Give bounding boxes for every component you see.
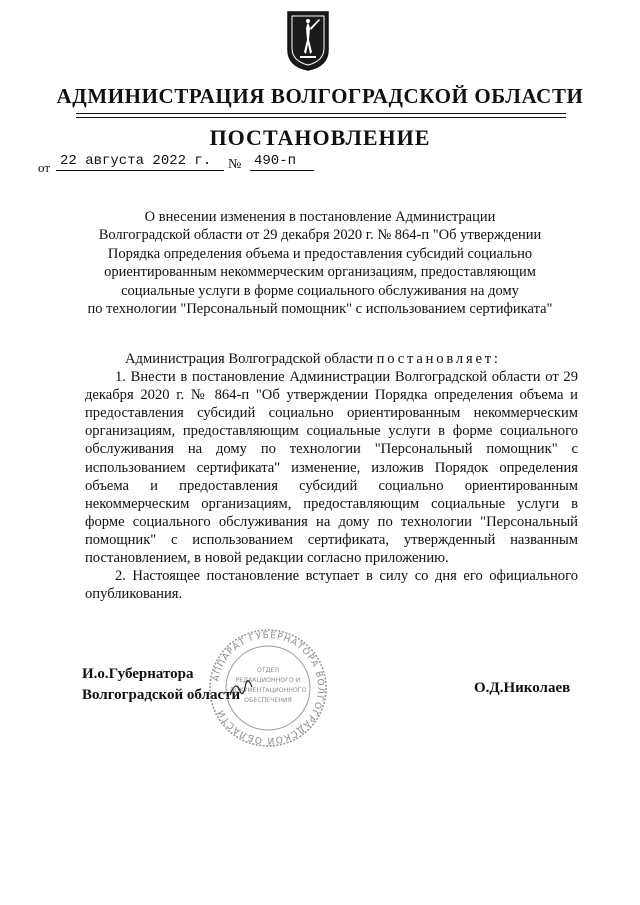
subject-line: Порядка определения объема и предоставления субсидий социально — [107, 245, 533, 262]
subject-line: ориентированным некоммерческим организациям, предоставляющим — [104, 264, 536, 281]
header-rule-thick — [76, 117, 566, 118]
date-prefix: от — [38, 160, 51, 175]
organization-title: АДМИНИСТРАЦИЯ ВОЛГОГРАДСКОЙ ОБЛАСТИ — [56, 84, 584, 108]
document-subject — [60, 208, 580, 318]
stamp-inner-line: ОТДЕЛ — [256, 667, 280, 674]
document-number: 490-п — [250, 153, 314, 171]
signatory-position-line-1: И.о.Губернатора — [82, 666, 194, 682]
header-rule-thin — [76, 113, 566, 114]
subject-line: социальные услуги в форме социального обслуживания на дому — [121, 282, 519, 299]
body-paragraph-1: 1. Внести в постановление Администрации Волгоградской области от 29 декабря 2020 г. № 864-п "Об утверждении Порядка определения объема и предоставления субсидий социально ориентированным некоммерческим организациям, предоставляющим социальные услуги в форме социального обслуживания на дому по технологии "Персональный помощник" с использованием сертификата" изменение, изложив Порядок определения объема и предоставления субсидий социально ориентированным некоммерческим организациям, предоставляющим социальные услуги в форме социального обслуживания на дому по технологии "Персональный помощник" с использованием сертификата, утвержденный названным постановлением, в новой редакции согласно приложению. — [85, 369, 578, 567]
document-body — [85, 350, 578, 603]
stamp-inner-line: ДОКУМЕНТАЦИОННОГО — [229, 687, 307, 694]
signatory-position-line-2: Волгоградской области — [82, 687, 241, 703]
handwritten-signature-icon — [226, 673, 256, 703]
document-date: 22 августа 2022 г. — [56, 153, 224, 171]
document-type-title: ПОСТАНОВЛЕНИЕ — [209, 125, 431, 150]
official-stamp-seal — [206, 626, 330, 750]
body-intro — [85, 350, 578, 368]
signatory-name: О.Д.Николаев — [474, 680, 571, 696]
stamp-inner-line: РЕДАКЦИОННОГО И — [235, 677, 301, 684]
stamp-outer-text: АППАРАТ ГУБЕРНАТОРА ВОЛГОГРАДСКОЙ ОБЛАСТИ — [211, 630, 326, 746]
subject-line: по технологии "Персональный помощник" с использованием сертификата" — [87, 301, 553, 318]
intro-resolves: постановляет: — [376, 351, 501, 367]
subject-line: О внесении изменения в постановление Администрации — [144, 209, 496, 225]
intro-text: Администрация Волгоградской области — [125, 351, 374, 367]
body-paragraph-2: 2. Настоящее постановление вступает в силу со дня его официального опубликования. — [85, 568, 578, 603]
coat-of-arms-icon — [286, 10, 330, 72]
subject-line: Волгоградской области от 29 декабря 2020 г. № 864-п "Об утверждении — [98, 227, 542, 244]
number-prefix: № — [228, 157, 242, 172]
stamp-inner-line: ОБЕСПЕЧЕНИЯ — [244, 697, 292, 704]
